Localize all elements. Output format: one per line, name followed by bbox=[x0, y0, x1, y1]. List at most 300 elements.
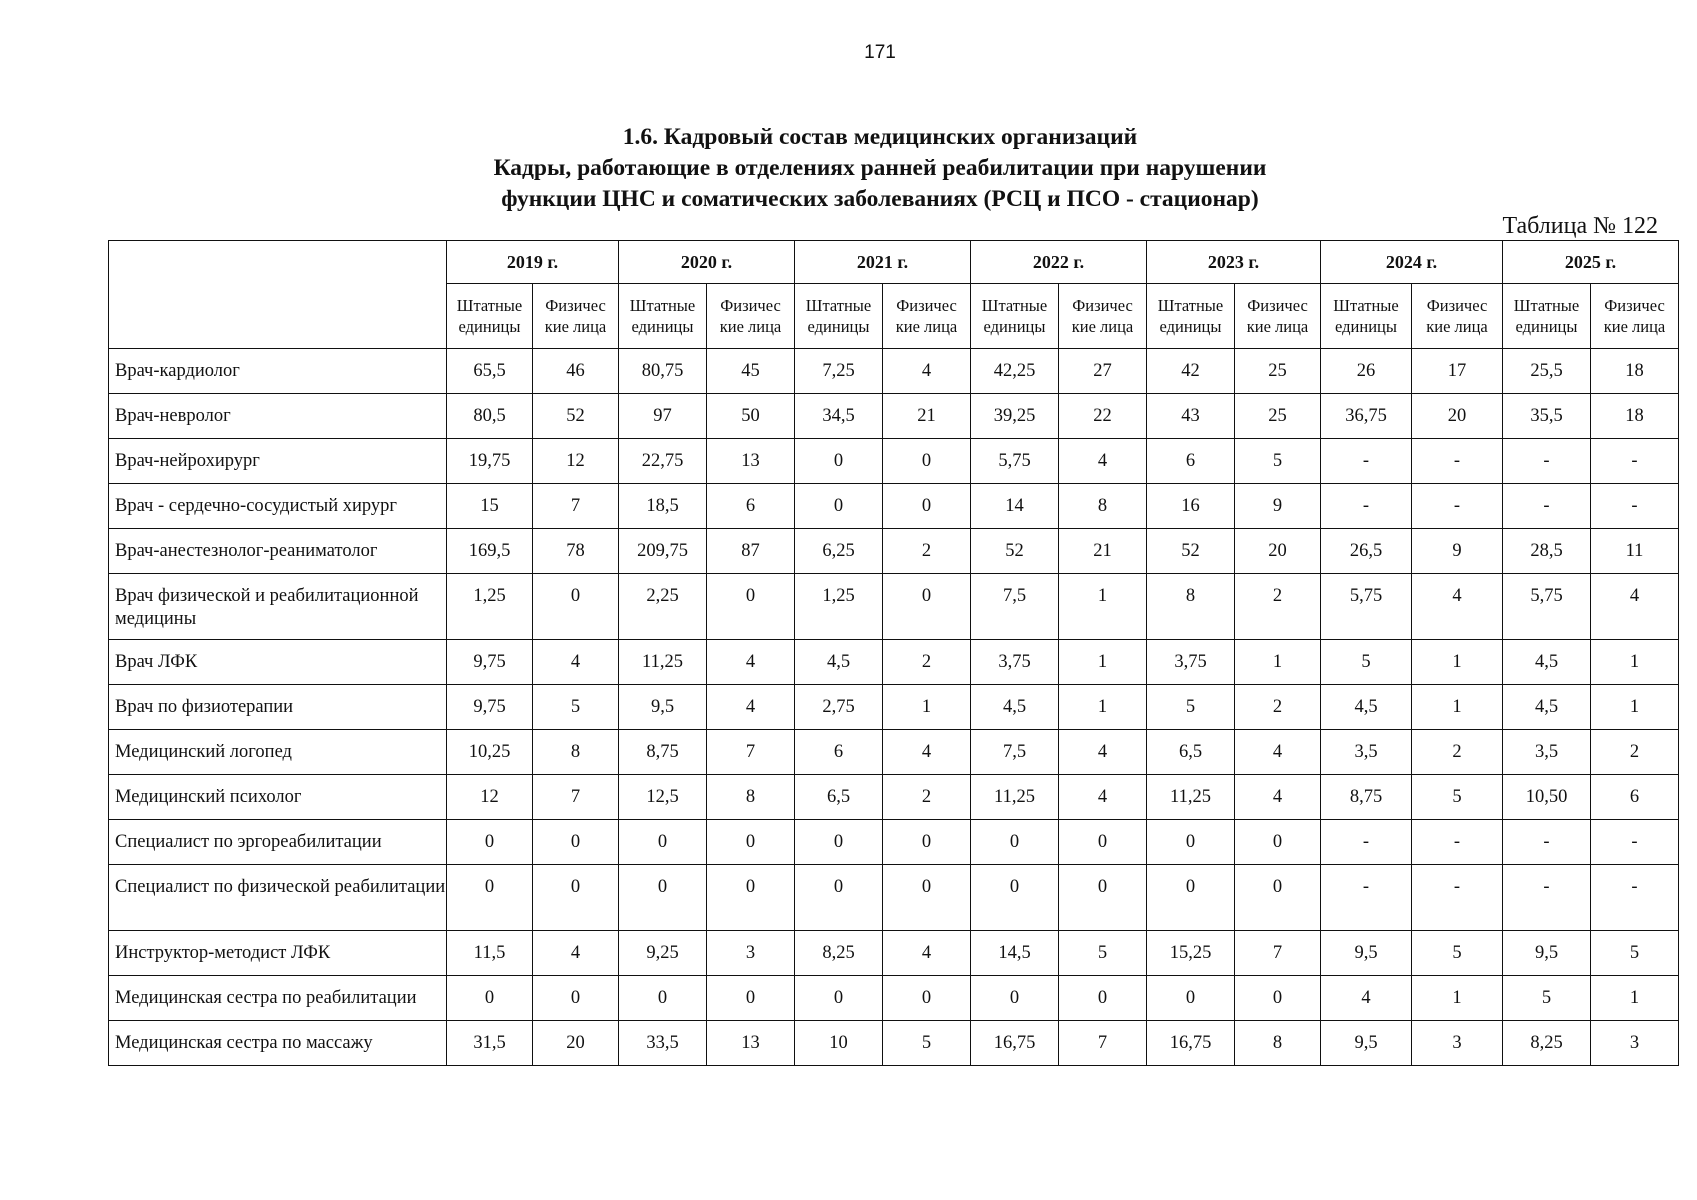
physical-persons-cell: 2 bbox=[1412, 730, 1503, 775]
year-header: 2022 г. bbox=[971, 241, 1147, 284]
position-name: Врач ЛФК bbox=[109, 640, 447, 685]
position-name: Медицинская сестра по массажу bbox=[109, 1021, 447, 1066]
staff-units-cell: 7,5 bbox=[971, 730, 1059, 775]
subheader-text: Физичес bbox=[545, 296, 606, 315]
physical-persons-cell: 1 bbox=[1412, 640, 1503, 685]
subheader-text: Физичес bbox=[1604, 296, 1665, 315]
subheader-text: Штатные bbox=[1333, 296, 1399, 315]
table-body bbox=[109, 349, 1679, 1066]
physical-persons-cell: 6 bbox=[1591, 775, 1679, 820]
physical-persons-cell: 0 bbox=[883, 439, 971, 484]
staff-units-cell: 0 bbox=[447, 976, 533, 1021]
physical-persons-cell: 4 bbox=[1591, 574, 1679, 640]
physical-persons-cell: 2 bbox=[883, 529, 971, 574]
physical-persons-cell: 1 bbox=[1412, 685, 1503, 730]
subheader-text: Штатные bbox=[1157, 296, 1224, 315]
physical-persons-cell: 46 bbox=[533, 349, 619, 394]
physical-persons-cell: 2 bbox=[1591, 730, 1679, 775]
staff-units-cell: 26 bbox=[1321, 349, 1412, 394]
physical-persons-cell: 0 bbox=[1059, 820, 1147, 865]
physical-persons-cell: 5 bbox=[1059, 931, 1147, 976]
physical-persons-cell: 5 bbox=[1412, 775, 1503, 820]
subheader-text: единицы bbox=[1335, 317, 1397, 336]
staff-units-cell: 8,25 bbox=[1503, 1021, 1591, 1066]
staff-units-cell: - bbox=[1503, 484, 1591, 529]
physical-persons-cell: 1 bbox=[1591, 685, 1679, 730]
physical-persons-cell: 2 bbox=[1235, 685, 1321, 730]
staff-units-cell: 5 bbox=[1321, 640, 1412, 685]
staff-units-header bbox=[447, 284, 533, 349]
staff-units-cell: 16,75 bbox=[1147, 1021, 1235, 1066]
physical-persons-cell: 7 bbox=[707, 730, 795, 775]
physical-persons-cell: 13 bbox=[707, 439, 795, 484]
staff-units-cell: 15,25 bbox=[1147, 931, 1235, 976]
physical-persons-header bbox=[1591, 284, 1679, 349]
physical-persons-cell: 8 bbox=[707, 775, 795, 820]
physical-persons-cell: 1 bbox=[1059, 640, 1147, 685]
staff-units-cell: 42 bbox=[1147, 349, 1235, 394]
staff-units-cell: 11,5 bbox=[447, 931, 533, 976]
physical-persons-cell: 78 bbox=[533, 529, 619, 574]
subheader-text: кие лица bbox=[1246, 317, 1309, 336]
staff-units-cell: 6,5 bbox=[795, 775, 883, 820]
physical-persons-cell: 7 bbox=[533, 775, 619, 820]
staff-units-cell: 25,5 bbox=[1503, 349, 1591, 394]
physical-persons-cell: 7 bbox=[1235, 931, 1321, 976]
staff-units-cell: 35,5 bbox=[1503, 394, 1591, 439]
staff-units-cell: 11,25 bbox=[1147, 775, 1235, 820]
subheader-text: Физичес bbox=[720, 296, 781, 315]
position-name: Врач-кардиолог bbox=[109, 349, 447, 394]
subheader-text: кие лица bbox=[1071, 317, 1134, 336]
physical-persons-cell: 7 bbox=[1059, 1021, 1147, 1066]
staff-units-cell: 1,25 bbox=[447, 574, 533, 640]
staff-units-header bbox=[1321, 284, 1412, 349]
staff-table bbox=[108, 240, 1679, 1066]
physical-persons-cell: 20 bbox=[1412, 394, 1503, 439]
table-row bbox=[109, 685, 1679, 730]
subheader-text: Физичес bbox=[896, 296, 957, 315]
subheader-text: единицы bbox=[983, 317, 1046, 336]
physical-persons-cell: 0 bbox=[1235, 820, 1321, 865]
staff-units-cell: 2,25 bbox=[619, 574, 707, 640]
physical-persons-cell: 0 bbox=[883, 865, 971, 931]
staff-units-cell: 18,5 bbox=[619, 484, 707, 529]
physical-persons-cell: 2 bbox=[883, 640, 971, 685]
physical-persons-cell: - bbox=[1412, 484, 1503, 529]
physical-persons-cell: 9 bbox=[1235, 484, 1321, 529]
staff-units-cell: 3,75 bbox=[971, 640, 1059, 685]
subheader-text: кие лица bbox=[719, 317, 782, 336]
position-name: Медицинский психолог bbox=[109, 775, 447, 820]
physical-persons-cell: 17 bbox=[1412, 349, 1503, 394]
physical-persons-cell: 8 bbox=[1059, 484, 1147, 529]
position-name: Врач физической и реабилитационной медицины bbox=[109, 574, 447, 640]
subheader-text: кие лица bbox=[895, 317, 958, 336]
physical-persons-cell: 27 bbox=[1059, 349, 1147, 394]
subheader-text: Штатные bbox=[981, 296, 1048, 315]
subheader-text: Штатные bbox=[629, 296, 696, 315]
staff-units-cell: 0 bbox=[1147, 865, 1235, 931]
staff-units-cell: 34,5 bbox=[795, 394, 883, 439]
subheader-text: Физичес bbox=[1072, 296, 1133, 315]
physical-persons-cell: 5 bbox=[883, 1021, 971, 1066]
staff-units-cell: 52 bbox=[971, 529, 1059, 574]
physical-persons-header bbox=[1235, 284, 1321, 349]
staff-units-cell: 16,75 bbox=[971, 1021, 1059, 1066]
title-line-2: Кадры, работающие в отделениях ранней реабилитации при нарушении bbox=[493, 155, 1267, 181]
table-row bbox=[109, 349, 1679, 394]
physical-persons-cell: 1 bbox=[883, 685, 971, 730]
staff-units-cell: 0 bbox=[619, 820, 707, 865]
physical-persons-cell: 0 bbox=[707, 865, 795, 931]
physical-persons-cell: - bbox=[1412, 439, 1503, 484]
staff-units-cell: 8 bbox=[1147, 574, 1235, 640]
staff-units-cell: 3,5 bbox=[1503, 730, 1591, 775]
physical-persons-cell: - bbox=[1591, 484, 1679, 529]
physical-persons-cell: 87 bbox=[707, 529, 795, 574]
physical-persons-cell: 0 bbox=[533, 574, 619, 640]
staff-units-cell: 2,75 bbox=[795, 685, 883, 730]
staff-units-cell: 5 bbox=[1147, 685, 1235, 730]
physical-persons-cell: 25 bbox=[1235, 394, 1321, 439]
corner-cell bbox=[109, 241, 447, 349]
table-row bbox=[109, 574, 1679, 640]
physical-persons-cell: 3 bbox=[707, 931, 795, 976]
staff-units-cell: 209,75 bbox=[619, 529, 707, 574]
title-line-1: 1.6. Кадровый состав медицинских организаций bbox=[622, 124, 1138, 150]
position-name: Инструктор-методист ЛФК bbox=[109, 931, 447, 976]
table-row bbox=[109, 529, 1679, 574]
physical-persons-cell: 4 bbox=[883, 349, 971, 394]
physical-persons-cell: 4 bbox=[533, 640, 619, 685]
table-row bbox=[109, 394, 1679, 439]
staff-units-cell: 0 bbox=[971, 820, 1059, 865]
position-name: Врач-анестезнолог-реаниматолог bbox=[109, 529, 447, 574]
physical-persons-cell: 0 bbox=[883, 820, 971, 865]
physical-persons-cell: 0 bbox=[1059, 976, 1147, 1021]
position-name: Врач-невролог bbox=[109, 394, 447, 439]
subheader-text: единицы bbox=[458, 317, 521, 336]
subheader-text: кие лица bbox=[1603, 317, 1666, 336]
staff-units-cell: - bbox=[1503, 820, 1591, 865]
staff-units-cell: 9,75 bbox=[447, 685, 533, 730]
staff-units-cell: 4,5 bbox=[971, 685, 1059, 730]
physical-persons-cell: - bbox=[1591, 865, 1679, 931]
physical-persons-cell: 0 bbox=[1235, 865, 1321, 931]
staff-units-cell: - bbox=[1321, 865, 1412, 931]
staff-units-cell: 39,25 bbox=[971, 394, 1059, 439]
physical-persons-cell: 4 bbox=[1412, 574, 1503, 640]
staff-units-cell: 0 bbox=[619, 865, 707, 931]
physical-persons-cell: 4 bbox=[1059, 439, 1147, 484]
physical-persons-cell: - bbox=[1412, 820, 1503, 865]
staff-units-cell: 6,25 bbox=[795, 529, 883, 574]
physical-persons-header bbox=[707, 284, 795, 349]
staff-units-cell: - bbox=[1503, 439, 1591, 484]
physical-persons-cell: 6 bbox=[707, 484, 795, 529]
staff-units-cell: 10,25 bbox=[447, 730, 533, 775]
staff-units-cell: 0 bbox=[447, 820, 533, 865]
physical-persons-cell: 11 bbox=[1591, 529, 1679, 574]
subheader-text: единицы bbox=[807, 317, 870, 336]
staff-units-header bbox=[619, 284, 707, 349]
physical-persons-cell: 0 bbox=[533, 865, 619, 931]
document-title bbox=[0, 122, 1697, 215]
staff-units-cell: 0 bbox=[795, 865, 883, 931]
physical-persons-cell: 9 bbox=[1412, 529, 1503, 574]
year-header-row bbox=[109, 241, 1679, 284]
physical-persons-cell: 20 bbox=[1235, 529, 1321, 574]
staff-units-cell: 0 bbox=[795, 439, 883, 484]
physical-persons-cell: 4 bbox=[1235, 730, 1321, 775]
table-number: Таблица № 122 bbox=[1502, 213, 1658, 239]
physical-persons-cell: 21 bbox=[883, 394, 971, 439]
staff-units-cell: - bbox=[1321, 820, 1412, 865]
physical-persons-cell: 1 bbox=[1591, 640, 1679, 685]
physical-persons-cell: 3 bbox=[1591, 1021, 1679, 1066]
staff-units-cell: - bbox=[1321, 439, 1412, 484]
physical-persons-cell: 2 bbox=[883, 775, 971, 820]
subheader-text: единицы bbox=[1515, 317, 1578, 336]
staff-units-cell: 0 bbox=[795, 820, 883, 865]
physical-persons-cell: 0 bbox=[707, 976, 795, 1021]
physical-persons-cell: 5 bbox=[533, 685, 619, 730]
page-number: 171 bbox=[864, 42, 896, 63]
physical-persons-cell: 12 bbox=[533, 439, 619, 484]
staff-units-cell: 80,5 bbox=[447, 394, 533, 439]
year-header: 2023 г. bbox=[1147, 241, 1321, 284]
staff-units-cell: 6 bbox=[1147, 439, 1235, 484]
table-row bbox=[109, 484, 1679, 529]
physical-persons-cell: 4 bbox=[883, 730, 971, 775]
staff-units-cell: 65,5 bbox=[447, 349, 533, 394]
physical-persons-cell: 20 bbox=[533, 1021, 619, 1066]
staff-units-cell: 4,5 bbox=[1503, 685, 1591, 730]
table-row bbox=[109, 640, 1679, 685]
physical-persons-cell: 0 bbox=[883, 574, 971, 640]
table-row bbox=[109, 730, 1679, 775]
subheader-text: Штатные bbox=[1513, 296, 1580, 315]
physical-persons-cell: 4 bbox=[707, 685, 795, 730]
physical-persons-cell: 0 bbox=[883, 484, 971, 529]
staff-units-cell: 9,75 bbox=[447, 640, 533, 685]
staff-units-cell: 52 bbox=[1147, 529, 1235, 574]
table-header bbox=[109, 241, 1679, 349]
staff-units-cell: 1,25 bbox=[795, 574, 883, 640]
staff-units-cell: 22,75 bbox=[619, 439, 707, 484]
physical-persons-cell: 1 bbox=[1591, 976, 1679, 1021]
staff-units-cell: 28,5 bbox=[1503, 529, 1591, 574]
position-name: Специалист по физической реабилитации bbox=[109, 865, 447, 931]
staff-units-cell: 9,5 bbox=[1321, 931, 1412, 976]
title-line-3: функции ЦНС и соматических заболеваниях (РСЦ и ПСО - стационар) bbox=[501, 186, 1259, 212]
staff-units-cell: 0 bbox=[971, 865, 1059, 931]
staff-units-header bbox=[1147, 284, 1235, 349]
physical-persons-cell: 4 bbox=[1059, 730, 1147, 775]
physical-persons-cell: 0 bbox=[1059, 865, 1147, 931]
physical-persons-cell: 4 bbox=[883, 931, 971, 976]
staff-units-cell: 4,5 bbox=[1503, 640, 1591, 685]
position-name: Медицинский логопед bbox=[109, 730, 447, 775]
staff-units-cell: 14,5 bbox=[971, 931, 1059, 976]
physical-persons-cell: - bbox=[1591, 820, 1679, 865]
staff-units-cell: - bbox=[1321, 484, 1412, 529]
staff-units-cell: 80,75 bbox=[619, 349, 707, 394]
staff-units-cell: 43 bbox=[1147, 394, 1235, 439]
staff-units-cell: 7,5 bbox=[971, 574, 1059, 640]
year-header: 2020 г. bbox=[619, 241, 795, 284]
physical-persons-cell: 8 bbox=[1235, 1021, 1321, 1066]
physical-persons-cell: 2 bbox=[1235, 574, 1321, 640]
physical-persons-cell: 3 bbox=[1412, 1021, 1503, 1066]
position-name: Врач по физиотерапии bbox=[109, 685, 447, 730]
staff-units-cell: 9,25 bbox=[619, 931, 707, 976]
staff-units-cell: - bbox=[1503, 865, 1591, 931]
physical-persons-cell: 1 bbox=[1235, 640, 1321, 685]
staff-units-cell: 9,5 bbox=[1321, 1021, 1412, 1066]
physical-persons-cell: 5 bbox=[1412, 931, 1503, 976]
physical-persons-cell: 1 bbox=[1059, 685, 1147, 730]
position-name: Медицинская сестра по реабилитации bbox=[109, 976, 447, 1021]
staff-units-cell: 6 bbox=[795, 730, 883, 775]
subheader-text: единицы bbox=[1159, 317, 1222, 336]
physical-persons-cell: 4 bbox=[1235, 775, 1321, 820]
staff-units-cell: 8,25 bbox=[795, 931, 883, 976]
staff-units-cell: 5 bbox=[1503, 976, 1591, 1021]
staff-units-cell: 42,25 bbox=[971, 349, 1059, 394]
position-name: Врач - сердечно-сосудистый хирург bbox=[109, 484, 447, 529]
staff-units-cell: 0 bbox=[795, 484, 883, 529]
staff-units-cell: 6,5 bbox=[1147, 730, 1235, 775]
staff-units-header bbox=[795, 284, 883, 349]
staff-units-cell: 9,5 bbox=[1503, 931, 1591, 976]
table-row bbox=[109, 775, 1679, 820]
physical-persons-cell: - bbox=[1591, 439, 1679, 484]
physical-persons-cell: - bbox=[1412, 865, 1503, 931]
physical-persons-cell: 8 bbox=[533, 730, 619, 775]
staff-units-cell: 11,25 bbox=[619, 640, 707, 685]
physical-persons-cell: 18 bbox=[1591, 349, 1679, 394]
staff-units-cell: 11,25 bbox=[971, 775, 1059, 820]
physical-persons-header bbox=[1059, 284, 1147, 349]
physical-persons-cell: 0 bbox=[883, 976, 971, 1021]
physical-persons-cell: 7 bbox=[533, 484, 619, 529]
physical-persons-cell: 5 bbox=[1235, 439, 1321, 484]
staff-units-cell: 5,75 bbox=[1503, 574, 1591, 640]
staff-units-header bbox=[1503, 284, 1591, 349]
subheader-text: Штатные bbox=[805, 296, 872, 315]
physical-persons-cell: 22 bbox=[1059, 394, 1147, 439]
subheader-text: единицы bbox=[631, 317, 694, 336]
physical-persons-cell: 0 bbox=[533, 820, 619, 865]
physical-persons-cell: 5 bbox=[1591, 931, 1679, 976]
physical-persons-cell: 0 bbox=[533, 976, 619, 1021]
staff-units-cell: 0 bbox=[795, 976, 883, 1021]
table-row bbox=[109, 1021, 1679, 1066]
physical-persons-cell: 21 bbox=[1059, 529, 1147, 574]
table-row bbox=[109, 976, 1679, 1021]
staff-units-cell: 0 bbox=[619, 976, 707, 1021]
physical-persons-cell: 4 bbox=[1059, 775, 1147, 820]
physical-persons-cell: 4 bbox=[707, 640, 795, 685]
subheader-text: кие лица bbox=[544, 317, 607, 336]
position-name: Врач-нейрохирург bbox=[109, 439, 447, 484]
table-row bbox=[109, 820, 1679, 865]
position-name: Специалист по эргореабилитации bbox=[109, 820, 447, 865]
staff-units-header bbox=[971, 284, 1059, 349]
staff-units-cell: 33,5 bbox=[619, 1021, 707, 1066]
physical-persons-cell: 0 bbox=[707, 820, 795, 865]
physical-persons-header bbox=[1412, 284, 1503, 349]
staff-units-cell: 14 bbox=[971, 484, 1059, 529]
staff-units-cell: 16 bbox=[1147, 484, 1235, 529]
staff-units-cell: 5,75 bbox=[1321, 574, 1412, 640]
physical-persons-cell: 0 bbox=[707, 574, 795, 640]
physical-persons-cell: 4 bbox=[533, 931, 619, 976]
physical-persons-cell: 18 bbox=[1591, 394, 1679, 439]
physical-persons-cell: 50 bbox=[707, 394, 795, 439]
staff-units-cell: 5,75 bbox=[971, 439, 1059, 484]
year-header: 2019 г. bbox=[447, 241, 619, 284]
staff-units-cell: 8,75 bbox=[619, 730, 707, 775]
table-row bbox=[109, 865, 1679, 931]
staff-units-cell: 4 bbox=[1321, 976, 1412, 1021]
staff-units-cell: 169,5 bbox=[447, 529, 533, 574]
physical-persons-cell: 45 bbox=[707, 349, 795, 394]
table-row bbox=[109, 931, 1679, 976]
subheader-text: кие лица bbox=[1426, 317, 1488, 336]
subheader-text: Физичес bbox=[1247, 296, 1308, 315]
staff-units-cell: 97 bbox=[619, 394, 707, 439]
staff-units-cell: 0 bbox=[971, 976, 1059, 1021]
staff-units-cell: 19,75 bbox=[447, 439, 533, 484]
physical-persons-cell: 52 bbox=[533, 394, 619, 439]
physical-persons-cell: 25 bbox=[1235, 349, 1321, 394]
staff-units-cell: 9,5 bbox=[619, 685, 707, 730]
subheader-text: Физичес bbox=[1426, 296, 1488, 315]
staff-units-cell: 0 bbox=[1147, 820, 1235, 865]
staff-units-cell: 12,5 bbox=[619, 775, 707, 820]
physical-persons-header bbox=[883, 284, 971, 349]
staff-units-cell: 10 bbox=[795, 1021, 883, 1066]
physical-persons-cell: 1 bbox=[1059, 574, 1147, 640]
year-header: 2025 г. bbox=[1503, 241, 1679, 284]
staff-units-cell: 3,5 bbox=[1321, 730, 1412, 775]
staff-units-cell: 4,5 bbox=[795, 640, 883, 685]
staff-units-cell: 31,5 bbox=[447, 1021, 533, 1066]
staff-units-cell: 36,75 bbox=[1321, 394, 1412, 439]
year-header: 2021 г. bbox=[795, 241, 971, 284]
year-header: 2024 г. bbox=[1321, 241, 1503, 284]
subheader-text: Штатные bbox=[456, 296, 523, 315]
staff-units-cell: 12 bbox=[447, 775, 533, 820]
physical-persons-cell: 0 bbox=[1235, 976, 1321, 1021]
staff-units-cell: 3,75 bbox=[1147, 640, 1235, 685]
staff-units-cell: 10,50 bbox=[1503, 775, 1591, 820]
staff-units-cell: 15 bbox=[447, 484, 533, 529]
staff-units-cell: 0 bbox=[447, 865, 533, 931]
staff-units-cell: 7,25 bbox=[795, 349, 883, 394]
physical-persons-header bbox=[533, 284, 619, 349]
staff-units-cell: 8,75 bbox=[1321, 775, 1412, 820]
physical-persons-cell: 1 bbox=[1412, 976, 1503, 1021]
staff-units-cell: 26,5 bbox=[1321, 529, 1412, 574]
staff-units-cell: 4,5 bbox=[1321, 685, 1412, 730]
table-row bbox=[109, 439, 1679, 484]
physical-persons-cell: 13 bbox=[707, 1021, 795, 1066]
staff-units-cell: 0 bbox=[1147, 976, 1235, 1021]
